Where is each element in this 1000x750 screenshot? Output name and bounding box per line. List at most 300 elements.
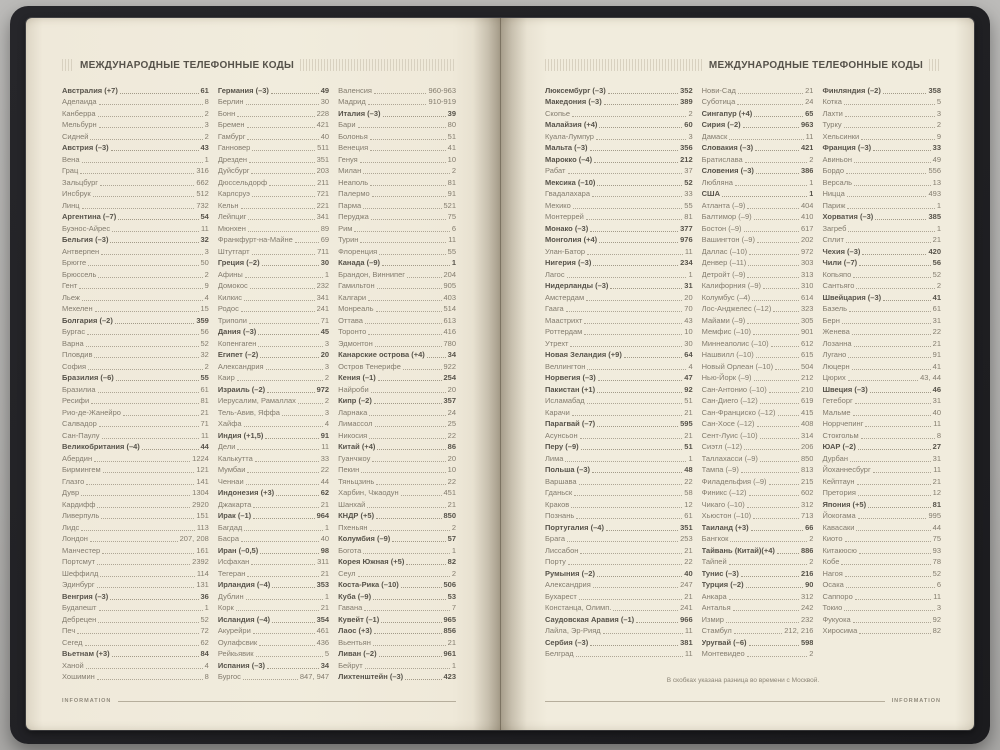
entry-name: Финикс (–12) [701,488,747,497]
entry-code: 2 [809,154,814,164]
entry-code: 1 [809,177,814,187]
dotted-leader [573,208,682,209]
city-row [338,475,456,487]
entry-code: 21 [200,407,209,417]
dotted-leader [580,553,682,554]
entry-code: 21 [320,499,330,509]
city-row [338,659,456,671]
entry-code: 52 [932,568,941,578]
entry-code: 615 [800,350,814,359]
dotted-leader [358,576,450,577]
entry-code: 404 [800,200,814,210]
entry-name: Бангкок [701,534,729,543]
dotted-leader [269,185,315,186]
entry-code: 84 [200,649,209,658]
dotted-leader [88,369,203,370]
city-row [62,406,209,418]
city-row [338,188,456,200]
country-row [338,395,456,407]
entry-code: 451 [443,488,457,497]
entry-name: Асунсьон [545,430,578,440]
entry-code: 141 [196,476,209,486]
entry-code: 32 [200,235,209,244]
entry-name: Улан-Батор [545,246,586,256]
entry-name: Колумбия (–9) [338,534,391,543]
dotted-leader [244,300,315,301]
city-row [338,211,456,223]
entry-name: Килкис [217,292,242,302]
entry-name: Саудовская Аравия (–1) [545,614,635,624]
city-row [338,314,456,326]
entry-code: 2 [204,361,209,371]
entry-code: 1 [324,591,330,601]
entry-code: 6 [451,223,457,233]
entry-code: 247 [680,580,693,589]
city-row [218,395,329,407]
entry-code: 305 [800,315,814,325]
entry-code: 21 [447,637,457,647]
entry-name: Вена [62,154,80,164]
city-row [218,602,329,614]
entry-code: 51 [684,442,693,451]
entry-name: Бургас [62,327,86,336]
dotted-leader [747,277,798,278]
dotted-leader [252,254,316,255]
entry-code: 602 [800,488,814,497]
entry-code: 61 [200,384,209,394]
city-row [218,303,329,315]
city-row [62,280,209,292]
city-row [702,602,814,614]
entry-code: 91 [320,430,330,440]
dotted-leader [584,323,682,324]
entry-name: Кейптаун [822,476,855,486]
city-row [218,130,329,142]
entry-name: ЮАР (–2) [822,442,856,451]
city-row [822,406,941,418]
dotted-leader [853,622,931,623]
entry-code: 98 [320,545,330,555]
city-row [545,406,693,418]
dotted-leader [249,323,319,324]
dotted-leader [729,564,808,565]
city-row [702,418,814,430]
entry-code: 32 [200,350,209,359]
dotted-leader [258,346,323,347]
entry-name: Порту [545,557,566,566]
entry-code: 61 [684,511,693,520]
entry-code: 7 [451,603,457,612]
dotted-leader [237,449,319,450]
entry-code: 1 [809,189,814,198]
city-row [822,280,941,292]
dotted-leader [97,564,190,565]
city-row [545,107,693,119]
entry-code: 204 [443,269,457,279]
dotted-leader [636,622,678,623]
dotted-leader [747,656,808,657]
entry-name: Лайла, Эр-Рияд [545,626,601,635]
city-row [822,567,941,579]
dotted-leader [726,622,799,623]
entry-code: 905 [443,281,457,290]
entry-code: 22 [684,476,693,486]
entry-name: Найроби [338,384,369,394]
codes-column [702,84,814,659]
entry-name: Эдинбург [62,580,95,589]
entry-name: Бейрут [338,660,363,670]
entry-name: Гвадалахара [545,189,590,198]
entry-code: 5 [936,97,941,106]
entry-code: 9 [936,131,941,141]
dotted-leader [769,392,799,393]
dotted-leader [593,265,678,266]
dotted-leader [873,150,931,151]
entry-code: 3 [936,603,941,612]
entry-code: 30 [684,338,693,348]
entry-name: Испания (–3) [217,660,266,670]
entry-code: 1 [204,154,209,164]
city-row [218,441,329,453]
country-row [62,142,209,154]
city-row [702,510,814,522]
dotted-leader [81,530,195,531]
country-row [338,441,456,453]
dotted-leader [253,518,314,519]
city-row [62,119,209,131]
dotted-leader [861,438,935,439]
entry-code: 232 [800,614,814,624]
entry-code: 56 [200,327,209,336]
entry-name: Лугано [822,350,847,359]
entry-name: Италия (–3) [338,108,381,118]
entry-code: 81 [932,499,941,509]
entry-name: Лос-Анджелес (–12) [701,304,772,313]
entry-code: 20 [320,350,330,359]
entry-code: 856 [443,626,457,635]
entry-name: Берн [822,315,840,325]
entry-code: 228 [316,108,330,118]
country-row [545,464,693,476]
dotted-leader [753,518,799,519]
entry-name: Сидней [62,131,89,141]
city-row [822,360,941,372]
dotted-leader [247,127,315,128]
dotted-leader [749,254,799,255]
city-row [702,291,814,303]
entry-code: 847, 947 [299,672,330,681]
dotted-leader [98,277,202,278]
entry-code: 617 [800,223,814,233]
entry-name: Рабат [545,166,566,175]
entry-name: Амстердам [545,292,585,302]
city-row [338,326,456,338]
country-row [545,613,693,625]
entry-code: 423 [443,672,457,681]
dotted-leader [248,231,319,232]
city-row [822,418,941,430]
dotted-leader [241,311,315,312]
entry-code: 2 [324,373,330,382]
footer-label: INFORMATION [891,698,941,704]
entry-name: Турин [338,235,359,244]
dotted-leader [778,415,799,416]
entry-name: Хьюстон (–10) [701,511,752,520]
city-row [62,337,209,349]
city-row [702,268,814,280]
dotted-leader [267,668,319,669]
left-page [26,18,500,730]
country-row [338,556,456,568]
entry-name: Калгари [338,292,367,302]
city-row [545,602,693,614]
dotted-leader [81,495,190,496]
entry-name: Нью-Йорк (–9) [701,373,752,382]
entry-code: 30 [320,258,330,267]
entry-name: Гаага [545,304,564,313]
entry-code: 61 [932,304,941,313]
entry-code: 13 [932,177,941,187]
dotted-leader [94,357,198,358]
entry-name: КНДР (+5) [338,511,375,520]
dotted-leader [567,541,678,542]
city-row [62,245,209,257]
entry-name: Линц [62,200,80,210]
entry-name: Тайпей [701,557,727,566]
dotted-leader [576,656,683,657]
entry-code: 9 [204,281,209,290]
dotted-leader [590,645,678,646]
entry-code: 2920 [192,499,209,509]
dotted-leader [587,403,683,404]
entry-name: Коста-Рика (–10) [338,580,399,589]
dotted-leader [599,127,682,128]
entry-code: 721 [316,189,330,198]
dotted-leader [753,334,799,335]
entry-name: Стокгольм [822,430,859,440]
city-row [822,268,941,280]
entry-code: 66 [805,522,814,532]
country-row [702,579,814,591]
city-row [822,303,941,315]
entry-name: Утрехт [545,338,569,348]
entry-name: Финляндия (–2) [822,85,881,95]
country-row [702,188,814,200]
country-row [545,176,693,188]
header-stripes [62,59,74,71]
dotted-leader [854,346,931,347]
dotted-leader [266,369,323,370]
city-row [822,579,941,591]
city-row [62,533,209,545]
dotted-leader [295,242,319,243]
dotted-leader [99,426,199,427]
city-row [545,429,693,441]
entry-name: Детройт (–9) [701,269,746,279]
entry-name: Пловдив [62,350,93,359]
entry-name: Даллас (–10) [701,246,748,256]
entry-code: 121 [196,465,209,474]
entry-code: 21 [932,338,941,348]
entry-code: 11 [201,430,209,440]
entry-name: Мемфис (–10) [701,327,751,336]
entry-code: 11 [933,465,941,474]
entry-code: 44 [932,522,941,532]
dotted-leader [99,104,203,105]
entry-code: 421 [800,143,814,152]
dotted-leader [376,484,445,485]
entry-code: 2 [204,108,209,118]
city-row [822,337,941,349]
city-row [218,268,329,280]
country-row [218,429,329,441]
entry-code: 151 [196,511,209,520]
city-row [702,176,814,188]
entry-code: 963 [800,120,814,129]
city-row [822,510,941,522]
entry-code: 51 [684,396,693,405]
entry-code: 161 [196,545,209,555]
entry-code: 2 [451,522,457,532]
entry-name: Гавана [338,603,363,612]
dotted-leader [110,599,198,600]
entry-name: Хайфа [217,419,242,428]
entry-code: 72 [200,626,209,635]
entry-code: 2 [809,649,814,658]
entry-name: Триполи [217,315,247,325]
dotted-leader [241,541,319,542]
dotted-leader [247,472,318,473]
entry-code: 37 [684,166,693,175]
city-row [545,510,693,522]
entry-code: 385 [928,212,941,221]
entry-code: 966 [680,614,693,624]
country-row [822,84,941,96]
dotted-leader [365,323,442,324]
entry-name: Монако (–3) [545,223,589,233]
entry-code: 22 [320,465,330,474]
dotted-leader [252,150,315,151]
city-row [338,602,456,614]
entry-code: 901 [800,327,814,336]
dotted-leader [861,139,935,140]
entry-name: Корея Южная (+5) [338,557,405,566]
entry-code: 50 [200,258,209,267]
city-row [218,498,329,510]
dotted-leader [755,150,799,151]
entry-code: 961 [443,649,457,658]
entry-name: Монреаль [338,304,374,313]
country-row [62,211,209,223]
country-row [338,533,456,545]
entry-name: Швеция (–3) [822,384,868,394]
city-row [702,234,814,246]
entry-name: Лагос [545,269,565,279]
city-row [62,659,209,671]
country-row [545,636,693,648]
entry-name: Чили (–7) [822,258,858,267]
city-row [702,498,814,510]
dotted-leader [363,553,450,554]
city-row [702,383,814,395]
city-row [62,452,209,464]
dotted-leader [86,346,199,347]
entry-name: Париж [822,200,846,210]
city-row [62,165,209,177]
city-row [62,349,209,361]
entry-code: 2 [688,108,693,118]
city-row [218,406,329,418]
dotted-leader [118,219,198,220]
entry-code: 216 [800,568,814,578]
entry-name: Вьетнам (+3) [62,649,110,658]
entry-name: Иерусалим, Рамаллах [217,396,296,405]
entry-name: Печ [62,626,76,635]
dotted-leader [367,507,445,508]
dotted-leader [381,622,441,623]
entry-code: 33 [684,189,693,198]
country-row [545,257,693,269]
header-stripes [545,59,703,71]
dotted-leader [859,265,931,266]
city-row [702,153,814,165]
entry-name: Гамильтон [338,281,375,290]
entry-code: 20 [447,384,457,394]
city-row [218,211,329,223]
city-row [338,337,456,349]
entry-code: 20 [684,292,693,302]
city-row [822,326,941,338]
country-row [218,349,329,361]
entry-name: Куала-Лумпур [545,131,594,141]
entry-code: 241 [316,304,330,313]
dotted-leader [265,438,318,439]
page-title: МЕЖДУНАРОДНЫЕ ТЕЛЕФОННЫЕ КОДЫ [80,59,295,71]
city-row [218,96,329,108]
entry-name: Торонто [338,327,367,336]
entry-name: Польша (–3) [545,465,591,474]
dotted-leader [401,495,442,496]
dotted-leader [756,173,799,174]
city-row [218,636,329,648]
city-row [702,222,814,234]
city-row [545,556,693,568]
country-row [338,349,456,361]
entry-code: 62 [320,488,330,497]
country-row [822,257,941,269]
entry-code: 354 [316,614,330,624]
dotted-leader [375,426,446,427]
city-row [218,521,329,533]
entry-name: Китакюсю [822,545,857,555]
entry-code: 1 [451,545,457,555]
entry-name: Белград [545,649,574,658]
entry-name: Гуанчжоу [338,453,371,463]
entry-name: Швейцария (–3) [822,292,882,302]
entry-code: 10 [447,154,457,164]
entry-code: 55 [447,246,457,256]
entry-code: 922 [443,361,457,371]
country-row [545,372,693,384]
city-row [218,625,329,637]
entry-name: Варшава [545,476,577,486]
city-row [702,245,814,257]
entry-name: Брюгге [62,258,87,267]
city-row [62,556,209,568]
entry-code: 21 [805,85,814,95]
dotted-leader [847,196,927,197]
entry-name: Пакистан (+1) [545,384,596,394]
